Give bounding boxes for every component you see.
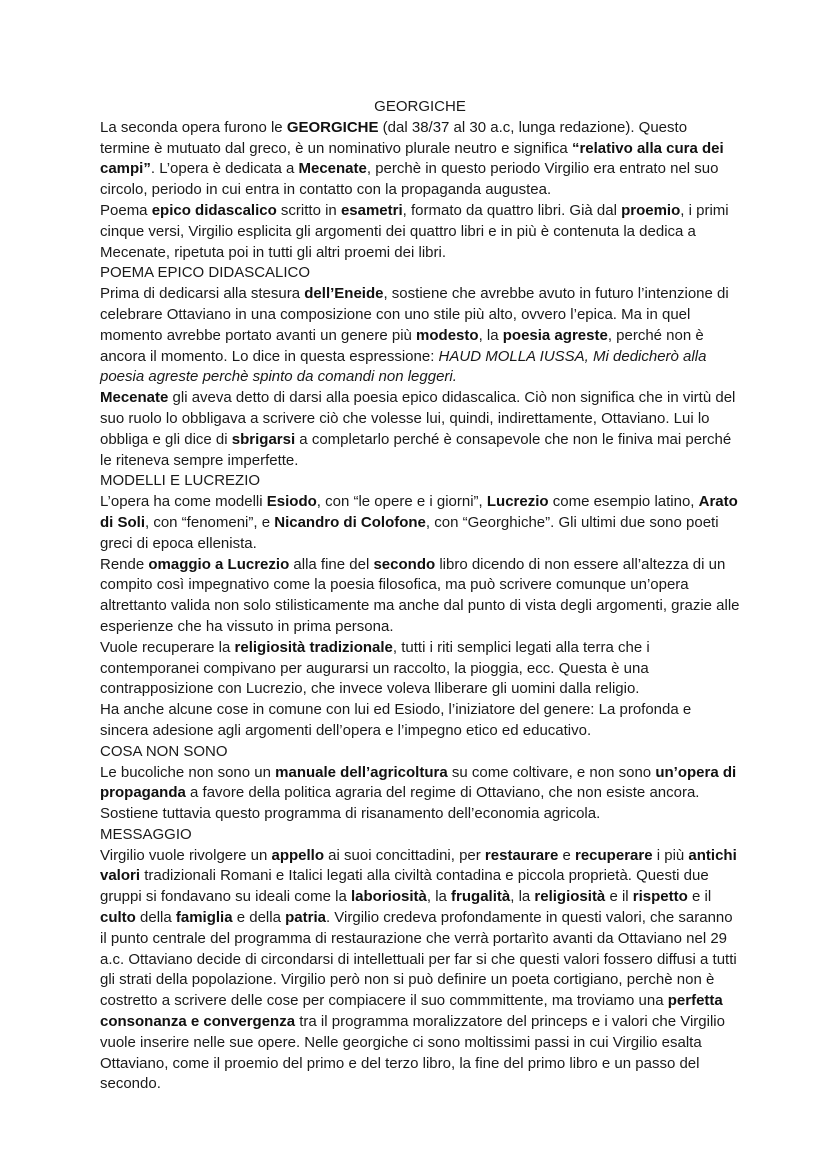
paragraph xyxy=(100,638,740,700)
text-run: , con “fenomeni”, e xyxy=(145,513,275,531)
text-run: alla fine del xyxy=(289,555,374,573)
bold-text: frugalità xyxy=(451,888,511,906)
paragraph xyxy=(100,118,740,201)
text-run: , formato da quattro libri. Già dal xyxy=(402,201,622,219)
text-run: e il xyxy=(687,888,712,906)
text-run: , la xyxy=(478,326,503,344)
text-run: Poema xyxy=(100,201,152,219)
text-run: , perché non è ancora il momento. Lo dice in questa espressione: xyxy=(100,326,704,365)
bold-text: Lucrezio xyxy=(486,493,549,511)
bold-text: epico didascalico xyxy=(151,201,277,219)
paragraph xyxy=(100,492,740,554)
bold-text: Nicandro di Colofone xyxy=(274,513,426,531)
text-run: scritto in xyxy=(276,201,341,219)
text-run: e xyxy=(558,846,575,864)
section-heading: COSA NON SONO xyxy=(100,742,228,760)
bold-text: famiglia xyxy=(175,909,233,927)
text-run: . L’opera è dedicata a xyxy=(150,160,299,178)
bold-text: religiosità xyxy=(534,888,606,906)
paragraph xyxy=(100,555,740,638)
section-heading: MODELLI E LUCREZIO xyxy=(100,472,261,490)
document-page xyxy=(100,97,740,1095)
text-run: , tutti i riti semplici legati alla terra che i contemporanei compivano per augurarsi un raccolto, la pioggia, ecc. Questa è una contrapposizione con Lucrezio, che invece voleva lliberare gli uomini dalla religio. xyxy=(100,638,650,698)
bold-text: Arato di Soli xyxy=(100,493,738,531)
bold-text: secondo xyxy=(373,555,436,573)
text-run: , perchè in questo periodo Virgilio era entrato nel suo circolo, periodo in cui entra in contatto con la propaganda augustea. xyxy=(100,160,719,199)
bold-text: laboriosità xyxy=(351,888,427,906)
bold-text: religiosità tradizionale xyxy=(234,638,393,656)
text-run: (dal 38/37 al 30 a.c, lunga redazione). Questo termine è mutuato dal greco, è un nominativo plurale neutro e significa xyxy=(100,118,688,157)
text-run: i più xyxy=(652,846,689,864)
text-run: Ha anche alcune cose in comune con lui ed Esiodo, l’iniziatore del genere: La profonda e sincera adesione agli argomenti dell’opera e l’impegno etico ed educativo. xyxy=(100,701,692,739)
bold-text: sbrigarsi xyxy=(231,430,296,448)
text-run: ai suoi concittadini, per xyxy=(324,846,485,864)
bold-text: Mecenate xyxy=(100,389,169,407)
paragraph xyxy=(100,388,740,471)
bold-text: Esiodo xyxy=(266,493,317,511)
text-run: su come coltivare, e non sono xyxy=(447,763,656,781)
bold-text: un’opera di propaganda xyxy=(100,763,737,802)
paragraph xyxy=(100,763,740,825)
text-run: a completarlo perché è consapevole che non le finiva mai perché le riteneva sempre imperfette. xyxy=(100,430,732,469)
text-run: Le bucoliche non sono un xyxy=(100,763,276,781)
paragraph xyxy=(100,284,740,388)
text-run: , la xyxy=(426,888,452,906)
paragraph xyxy=(100,700,740,742)
bold-text: omaggio a Lucrezio xyxy=(148,555,290,573)
bold-text: perfetta consonanza e convergenza xyxy=(100,992,723,1031)
bold-text: proemio xyxy=(621,201,681,219)
section-heading: POEMA EPICO DIDASCALICO xyxy=(100,264,311,282)
italic-text: HAUD MOLLA IUSSA, Mi dedicherò alla poesia agreste perchè spinto da comandi non leggeri. xyxy=(100,347,707,386)
paragraph xyxy=(100,201,740,263)
text-run: . Virgilio credeva profondamente in questi valori, che saranno il punto centrale del programma di restaurazione che verrà portarìto avanti da Ottaviano nel 29 a.c. Ottaviano decide di circondarsi di intellettuali per far si che questi valori fossero diffusi a tutti gli strati della popolazione. Virgilio però non si può definire un poeta cortigiano, perchè non è costretto a scrivere delle cose per compiacere il suo commmittente, ma troviamo una xyxy=(100,909,737,1010)
bold-text: rispetto xyxy=(632,888,688,906)
text-run: a favore della politica agraria del regime di Ottaviano, che non esiste ancora. Sostiene tuttavia questo programma di risanamento dell’economia agricola. xyxy=(100,784,700,823)
text-run: Virgilio vuole rivolgere un xyxy=(100,846,272,864)
bold-text: restaurare xyxy=(484,846,559,864)
bold-text: Mecenate xyxy=(298,160,367,178)
bold-text: culto xyxy=(100,909,136,927)
text-run: Prima di dedicarsi alla stesura xyxy=(100,285,305,303)
bold-text: appello xyxy=(271,846,324,864)
text-run: La seconda opera furono le xyxy=(100,118,287,136)
bold-text: recuperare xyxy=(575,846,653,864)
bold-text: “relativo alla cura dei campi” xyxy=(100,139,724,178)
document-title: GEORGICHE xyxy=(374,98,466,115)
text-run: , i primi cinque versi, Virgilio esplicita gli argomenti dei quattro libri e in più è contenuta la dedica a Mecenate, ripetuta poi in tutti gli altri proemi dei libri. xyxy=(100,201,729,261)
text-run: L’opera ha come modelli xyxy=(100,493,267,511)
text-run: e il xyxy=(605,888,633,906)
text-run: libro dicendo di non essere all’altezza di un compito così impegnativo come la poesia filosofica, ma può scrivere comunque un’opera altrettanto valida non solo stilisticamente ma anche dal punto di vista degli argomenti, grazie alle esperienze che ha vissuto in prima persona. xyxy=(100,555,740,635)
text-run: della xyxy=(135,909,176,927)
paragraph xyxy=(100,846,740,1096)
text-run: , con “Georghiche”. Gli ultimi due sono poeti greci di epoca ellenista. xyxy=(100,513,719,552)
text-run: tradizionali Romani e Italici legati alla civiltà contadina e piccola proprietà. Questi due gruppi si fondavano su ideali come la xyxy=(100,867,709,906)
text-run: Vuole recuperare la xyxy=(100,638,235,656)
text-run: , con “le opere e i giorni”, xyxy=(316,493,487,511)
bold-text: patria xyxy=(285,909,326,927)
bold-text: dell’Eneide xyxy=(304,285,384,303)
text-run: gli aveva detto di darsi alla poesia epico didascalica. Ciò non significa che in virtù del suo ruolo lo obbligava a scrivere ciò che volesse lui, quindi, indirettamente, Ottaviano. Lui lo obbliga e gli dice di xyxy=(100,389,736,448)
bold-text: poesia agreste xyxy=(502,326,608,344)
text-run: tra il programma moralizzatore del princeps e i valori che Virgilio vuole inserire nelle sue opere. Nelle georgiche ci sono moltissimi passi in cui Virgilio esalta Ottaviano, come il proemio del primo e del terzo libro, la fine del primo libro e un passo del secondo. xyxy=(100,1013,725,1093)
section-heading: MESSAGGIO xyxy=(100,825,192,843)
text-run: come esempio latino, xyxy=(548,493,699,511)
text-run: e della xyxy=(232,909,286,927)
document-body xyxy=(100,118,740,1095)
bold-text: modesto xyxy=(416,326,479,344)
text-run: , la xyxy=(510,888,535,906)
bold-text: esametri xyxy=(340,201,403,219)
text-run: , sostiene che avrebbe avuto in futuro l’intenzione di celebrare Ottaviano in una composizione con uno stile più alto, ovvero l’epica. Ma in quel momento avrebbe portato avanti un genere più xyxy=(100,285,729,344)
text-run: Rende xyxy=(100,555,149,573)
bold-text: antichi valori xyxy=(100,846,737,885)
bold-text: manuale dell’agricoltura xyxy=(275,763,448,781)
bold-text: GEORGICHE xyxy=(286,118,379,136)
